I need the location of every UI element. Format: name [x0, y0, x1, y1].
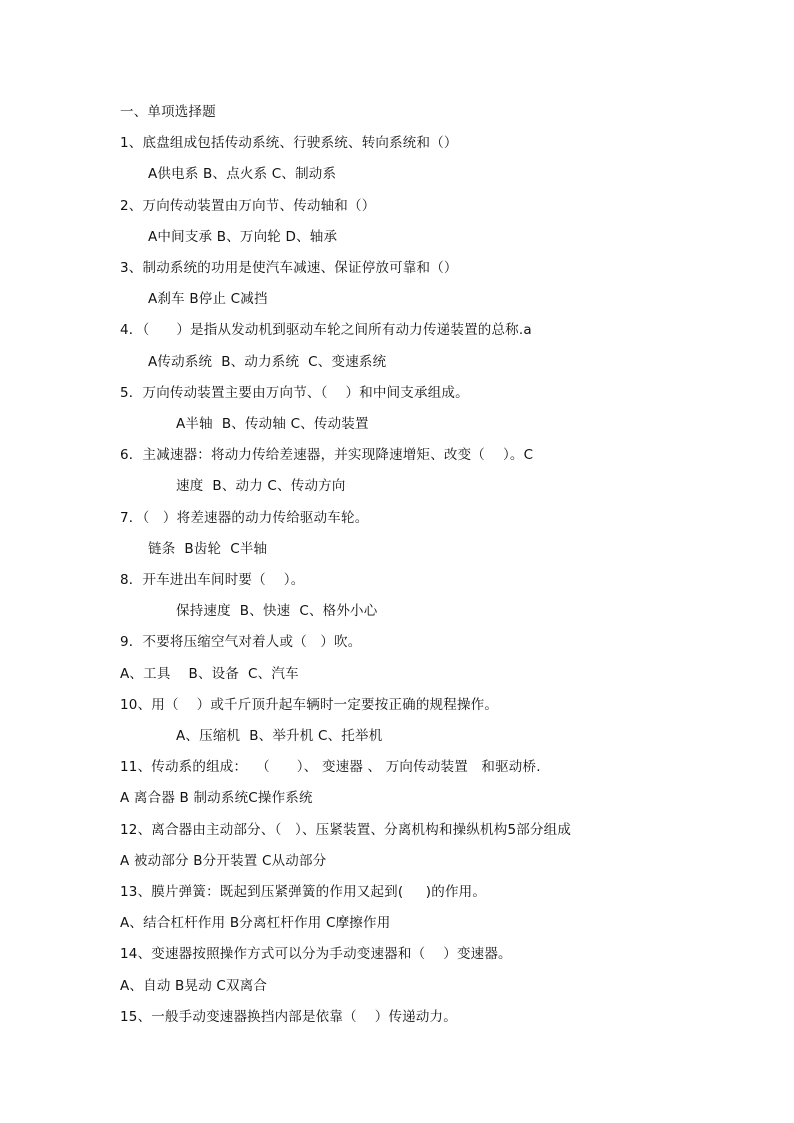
question-6: 6．主减速器：将动力传给差速器，并实现降速增矩、改变（ ）。C	[120, 447, 534, 463]
question-10-options: A、压缩机 B、举升机 C、托举机	[176, 728, 383, 744]
question-11: 11、传动系的组成： （ ）、 变速器 、 万向传动装置 和驱动桥.	[120, 759, 541, 775]
question-6-options: 速度 B、动力 C、传动方向	[176, 478, 346, 494]
question-1-options: A供电系 B、点火系 C、制动系	[148, 166, 337, 182]
section-title: 一、单项选择题	[120, 104, 216, 120]
question-8: 8．开车进出车间时要（ ）。	[120, 572, 305, 588]
question-8-options: 保持速度 B、快速 C、格外小心	[176, 603, 378, 619]
question-13-options: A、结合杠杆作用 B分离杠杆作用 C摩擦作用	[120, 915, 391, 931]
question-5-options: A半轴 B、传动轴 C、传动装置	[176, 416, 369, 432]
question-15: 15、一般手动变速器换挡内部是依靠（ ）传递动力。	[120, 1009, 457, 1025]
question-3-options: A刹车 B停止 C减挡	[148, 291, 268, 307]
question-2-options: A中间支承 B、万向轮 D、轴承	[148, 229, 338, 245]
question-13: 13、膜片弹簧：既起到压紧弹簧的作用又起到( )的作用。	[120, 884, 487, 900]
question-9-options: A、工具 B、设备 C、汽车	[120, 666, 299, 682]
question-4: 4．（ ）是指从发动机到驱动车轮之间所有动力传递装置的总称.a	[120, 322, 532, 338]
question-1: 1、底盘组成包括传动系统、行驶系统、转向系统和（）	[120, 135, 458, 151]
question-2: 2、万向传动装置由万向节、传动轴和（）	[120, 198, 376, 214]
question-14-options: A、自动 B晃动 C双离合	[120, 978, 268, 994]
question-12: 12、离合器由主动部分、（ ）、压紧装置、分离机构和操纵机构5部分组成	[120, 822, 572, 838]
question-7-options: 链条 B齿轮 C半轴	[148, 541, 268, 557]
question-11-options: A 离合器 B 制动系统C操作系统	[120, 790, 313, 806]
question-4-options: A传动系统 B、动力系统 C、变速系统	[148, 354, 387, 370]
question-3: 3、制动系统的功用是使汽车减速、保证停放可靠和（）	[120, 260, 458, 276]
question-12-options: A 被动部分 B分开装置 C从动部分	[120, 853, 327, 869]
question-5: 5．万向传动装置主要由万向节、（ ）和中间支承组成。	[120, 385, 469, 401]
question-14: 14、变速器按照操作方式可以分为手动变速器和（ ）变速器。	[120, 946, 512, 962]
question-9: 9．不要将压缩空气对着人或（ ）吹。	[120, 634, 362, 650]
question-10: 10、用（ ）或千斤顶升起车辆时一定要按正确的规程操作。	[120, 697, 499, 713]
question-7: 7．（ ）将差速器的动力传给驱动车轮。	[120, 510, 369, 526]
